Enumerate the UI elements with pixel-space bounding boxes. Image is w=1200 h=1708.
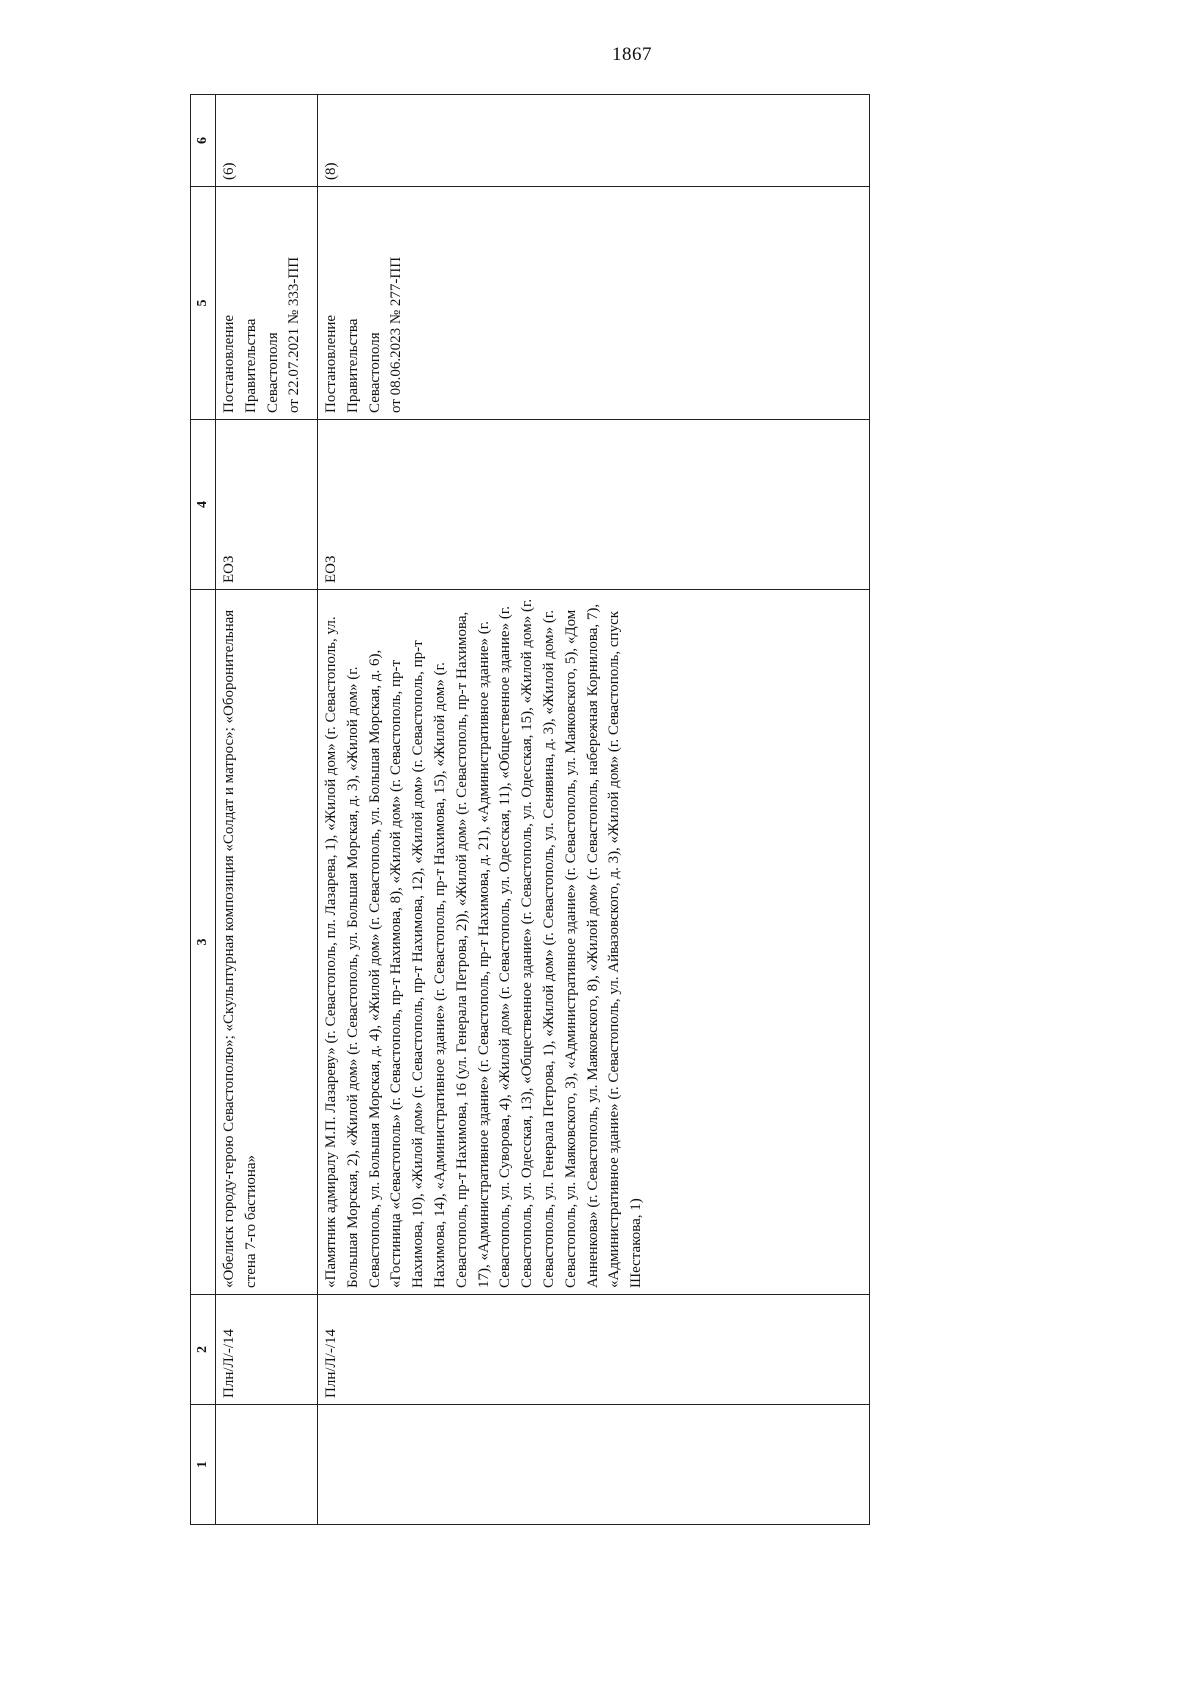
table-row (216, 95, 318, 1525)
table-row (318, 95, 870, 1525)
rotated-table-container (190, 95, 870, 1525)
objects-cell: «Памятник адмиралу М.П. Лазареву» (г. Севастополь, пл. Лазарева, 1), «Жилой дом» (г. Севастополь, ул. Большая Морская, 2), «Жилой дом» (г. Севастополь, ул. Большая Морская, д. 3), «Жилой дом» (г. Севастополь, ул. Большая Морская, д. 4), «Жилой дом» (г. Севастополь, ул. Большая Морская, д. 6), «Гостиница «Севастополь» (г. Севастополь, пр-т Нахимова, 8), «Жилой дом» (г. Севастополь, пр-т Нахимова, 10), «Жилой дом» (г. Севастополь, пр-т Нахимова, 12), «Жилой дом» (г. Севастополь, пр-т Нахимова, 14), «Административное здание» (г. Севастополь, пр-т Нахимова, 15), «Жилой дом» (г. Севастополь, пр-т Нахимова, 16 (ул. Генерала Петрова, 2)), «Жилой дом» (г. Севастополь, пр-т Нахимова, 17), «Административное здание» (г. Севастополь, пр-т Нахимова, д. 21), «Административное здание» (г. Севастополь, ул. Суворова, 4), «Жилой дом» (г. Севастополь, ул. Одесская, 11), «Общественное здание» (г. Севастополь, ул. Одесская, 13), «Общественное здание» (г. Севастополь, ул. Одесская, 15), «Жилой дом» (г. Севастополь, ул. Генерала Петрова, 1), «Жилой дом» (г. Севастополь, ул. Сенявина, д. 3), «Жилой дом» (г. Севастополь, ул. Маяковского, 3), «Административное здание» (г. Севастополь, ул. Маяковского, 5), «Дом Анненкова» (г. Севастополь, ул. Маяковского, 8), «Жилой дом» (г. Севастополь, набережная Корнилова, 7), «Административное здание» (г. Севастополь, ул. Айвазовского, д. 3), «Жилой дом» (г. Севастополь, спуск Шестакова, 1) (318, 590, 870, 1295)
table-header-row (191, 95, 216, 1525)
header-cell-3: 3 (191, 590, 216, 1295)
zone-code-cell: Плн/Л/-/14 (216, 1295, 318, 1405)
objects-cell: «Обелиск городу-герою Севастополю»; «Скульптурная композиция «Солдат и матрос»; «Оборонительная стена 7-го бастиона» (216, 590, 318, 1295)
header-cell-5: 5 (191, 187, 216, 420)
header-cell-6: 6 (191, 95, 216, 187)
resolution-cell: Постановление Правительства Севастополя от 08.06.2023 № 277-ПП (318, 187, 870, 420)
register-table (190, 94, 870, 1525)
row-number-cell (318, 1405, 870, 1525)
header-cell-2: 2 (191, 1295, 216, 1405)
zone-code-cell: Плн/Л/-/14 (318, 1295, 870, 1405)
header-cell-4: 4 (191, 420, 216, 590)
note-cell: (6) (216, 95, 318, 187)
resolution-cell: Постановление Правительства Севастополя от 22.07.2021 № 333-ПП (216, 187, 318, 420)
zone-type-cell: ЕОЗ (216, 420, 318, 590)
page-number: 1867 (612, 44, 652, 65)
note-cell: (8) (318, 95, 870, 187)
rotated-table (190, 95, 870, 1525)
zone-type-cell: ЕОЗ (318, 420, 870, 590)
header-cell-1: 1 (191, 1405, 216, 1525)
row-number-cell (216, 1405, 318, 1525)
